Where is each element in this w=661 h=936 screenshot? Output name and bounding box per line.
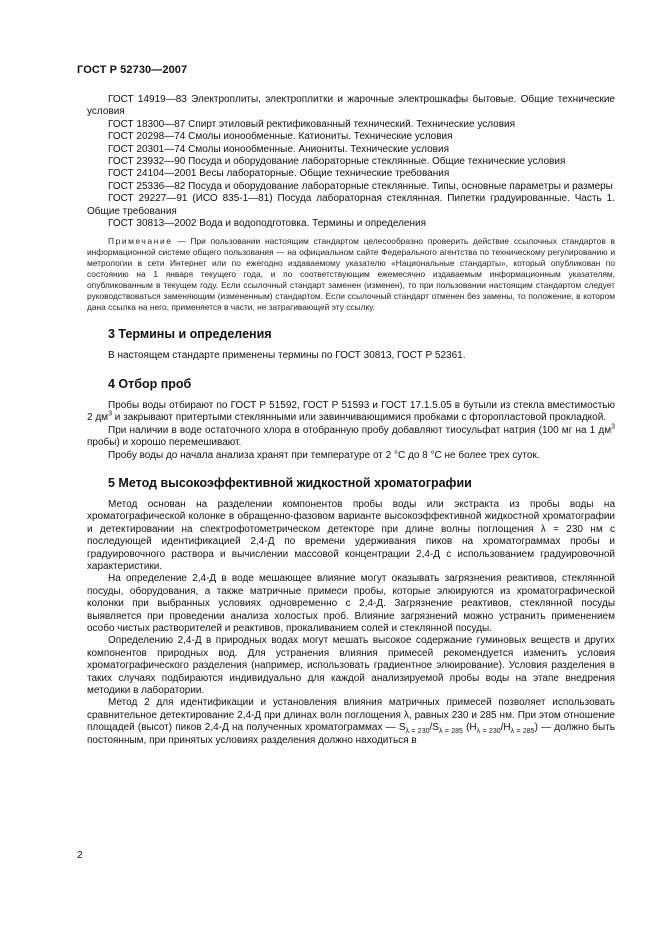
- section-5-paragraph-1: Метод основан на разделении компонентов пробы воды или экстракта из пробы воды на хроматографической колонке в обращенно-фазовом варианте высокоэффективной жидкостной хроматографии и детектировании на спектрофотометрическом детекторе при длине волны поглощения λ = 230 нм с последующей идентификацией 2,4-Д по времени удерживания пиков на хроматограммах пробы и градуировочного раствора и вычислении массовой концентрации 2,4-Д с использованием градуировочной характеристики.: [87, 498, 615, 572]
- reference-item: ГОСТ 20301—74 Смолы ионообменные. Аниониты. Технические условия: [108, 143, 449, 155]
- section-4-paragraph-3: Пробу воды до начала анализа хранят при температуре от 2 °С до 8 °С не более трех суток.: [108, 449, 540, 461]
- section-5-title: 5 Метод высокоэффективной жидкостной хроматографии: [108, 475, 472, 490]
- reference-item: ГОСТ 18300—87 Спирт этиловый ректификованный технический. Технические условия: [108, 118, 516, 130]
- reference-item: ГОСТ 24104—2001 Весы лабораторные. Общие технические требования: [108, 168, 450, 180]
- reference-note: [87, 236, 615, 313]
- section-3-title: 3 Термины и определения: [108, 327, 272, 342]
- content-body: [87, 94, 615, 747]
- normative-references-list: [87, 94, 615, 230]
- reference-item: ГОСТ 30813—2002 Вода и водоподготовка. Термины и определения: [108, 218, 426, 230]
- reference-item: ГОСТ 25336—82 Посуда и оборудование лабораторные стеклянные. Типы, основные параметры и размеры: [108, 180, 613, 192]
- section-5-paragraph-2: На определение 2,4-Д в воде мешающее влияние могут оказывать загрязнения реактивов, стеклянной посуды, оборудования, а также матричные примеси пробы, которые элюируются из хроматографической колонки при выбранных условиях одновременно с 2,4-Д. Загрязнение реактивов, стеклянной посуды выявляется при проведении анализа холостых проб. Влияние загрязнений можно устранить применением особо чистых растворителей и реактивов, прокаливанием солей и стеклянной посуды.: [87, 573, 615, 634]
- section-5-paragraph-3: Определению 2,4-Д в природных водах могут мешать высокое содержание гуминовых веществ и других компонентов природных вод. Для устранения влияния примесей рекомендуется изменить условия хроматографического разделения (например, использовать градиентное элюирование). Условия разделения в таких случаях подбираются индивидуально для каждой анализируемой пробы воды на этапе внедрения методики в лаборатории.: [87, 635, 615, 696]
- section-3-paragraph: В настоящем стандарте применены термины по ГОСТ 30813, ГОСТ Р 52361.: [108, 350, 466, 362]
- section-4-paragraph-1: Пробы воды отбирают по ГОСТ Р 51592, ГОСТ Р 51593 и ГОСТ 17.1.5.05 в бутыли из стекла вместимостью 2 $дм^3$ и закрывают притертыми стеклянными или завинчивающимися пробками с фторопластовой прокладкой.: [87, 399, 615, 424]
- reference-item: ГОСТ 29227—91 (ИСО 835-1—81) Посуда лабораторная стеклянная. Пипетки градуированные. Часть 1. Общие требования: [87, 193, 615, 217]
- section-5-paragraph-4: Метод 2 для идентификации и установления влияния матричных примесей позволяет использовать сравнительное детектирование 2,4-Д при длинах волн поглощения λ, равных 230 и 285 нм. При этом отношение площадей (высот) пиков 2,4-Д на полученных хроматограммах — $S_{\lambda = 230}/S_{\lambda = 285}$ $(H_{\lambda = 230}/H_{\lambda = 285})$ — должно быть постоянным, при принятых условиях разделения должно находиться в: [87, 697, 615, 746]
- note-text: — При пользовании настоящим стандартом целесообразно проверить действие ссылочных стандартов в информационной системе общего пользования — на официальном сайте Федерального агентства по техническому регулированию и метрологии в сети Интернет или по ежегодно издаваемому указателю «Национальные стандарты», который опубликован по состоянию на 1 января текущего года, и по соответствующим ежемесячно издаваемым информационным указателям, опубликованным в текущем году. Если ссылочный стандарт заменен (изменен), то при пользовании настоящим стандартом следует руководствоваться заменяющим (измененным) стандартом. Если ссылочный стандарт отменен без замены, то положение, в котором дана ссылка на него, применяется в части, не затрагивающей эту ссылку.: [87, 236, 616, 313]
- reference-item: ГОСТ 23932—90 Посуда и оборудование лабораторные стеклянные. Общие технические условия: [108, 156, 566, 168]
- document-code: ГОСТ Р 52730—2007: [77, 64, 188, 76]
- note-label: Примечание: [108, 236, 173, 247]
- reference-item: ГОСТ 14919—83 Электроплиты, электроплитки и жарочные электрошкафы бытовые. Общие технические условия: [87, 94, 615, 118]
- section-4-title: 4 Отбор проб: [108, 376, 192, 391]
- reference-item: ГОСТ 20298—74 Смолы ионообменные. Катиониты. Технические условия: [108, 131, 453, 143]
- page-number: 2: [77, 850, 83, 861]
- section-4-paragraph-2: При наличии в воде остаточного хлора в отобранную пробу добавляют тиосульфат натрия (100 мг на 1 $дм^3$ пробы) и хорошо перемешивают.: [87, 423, 615, 449]
